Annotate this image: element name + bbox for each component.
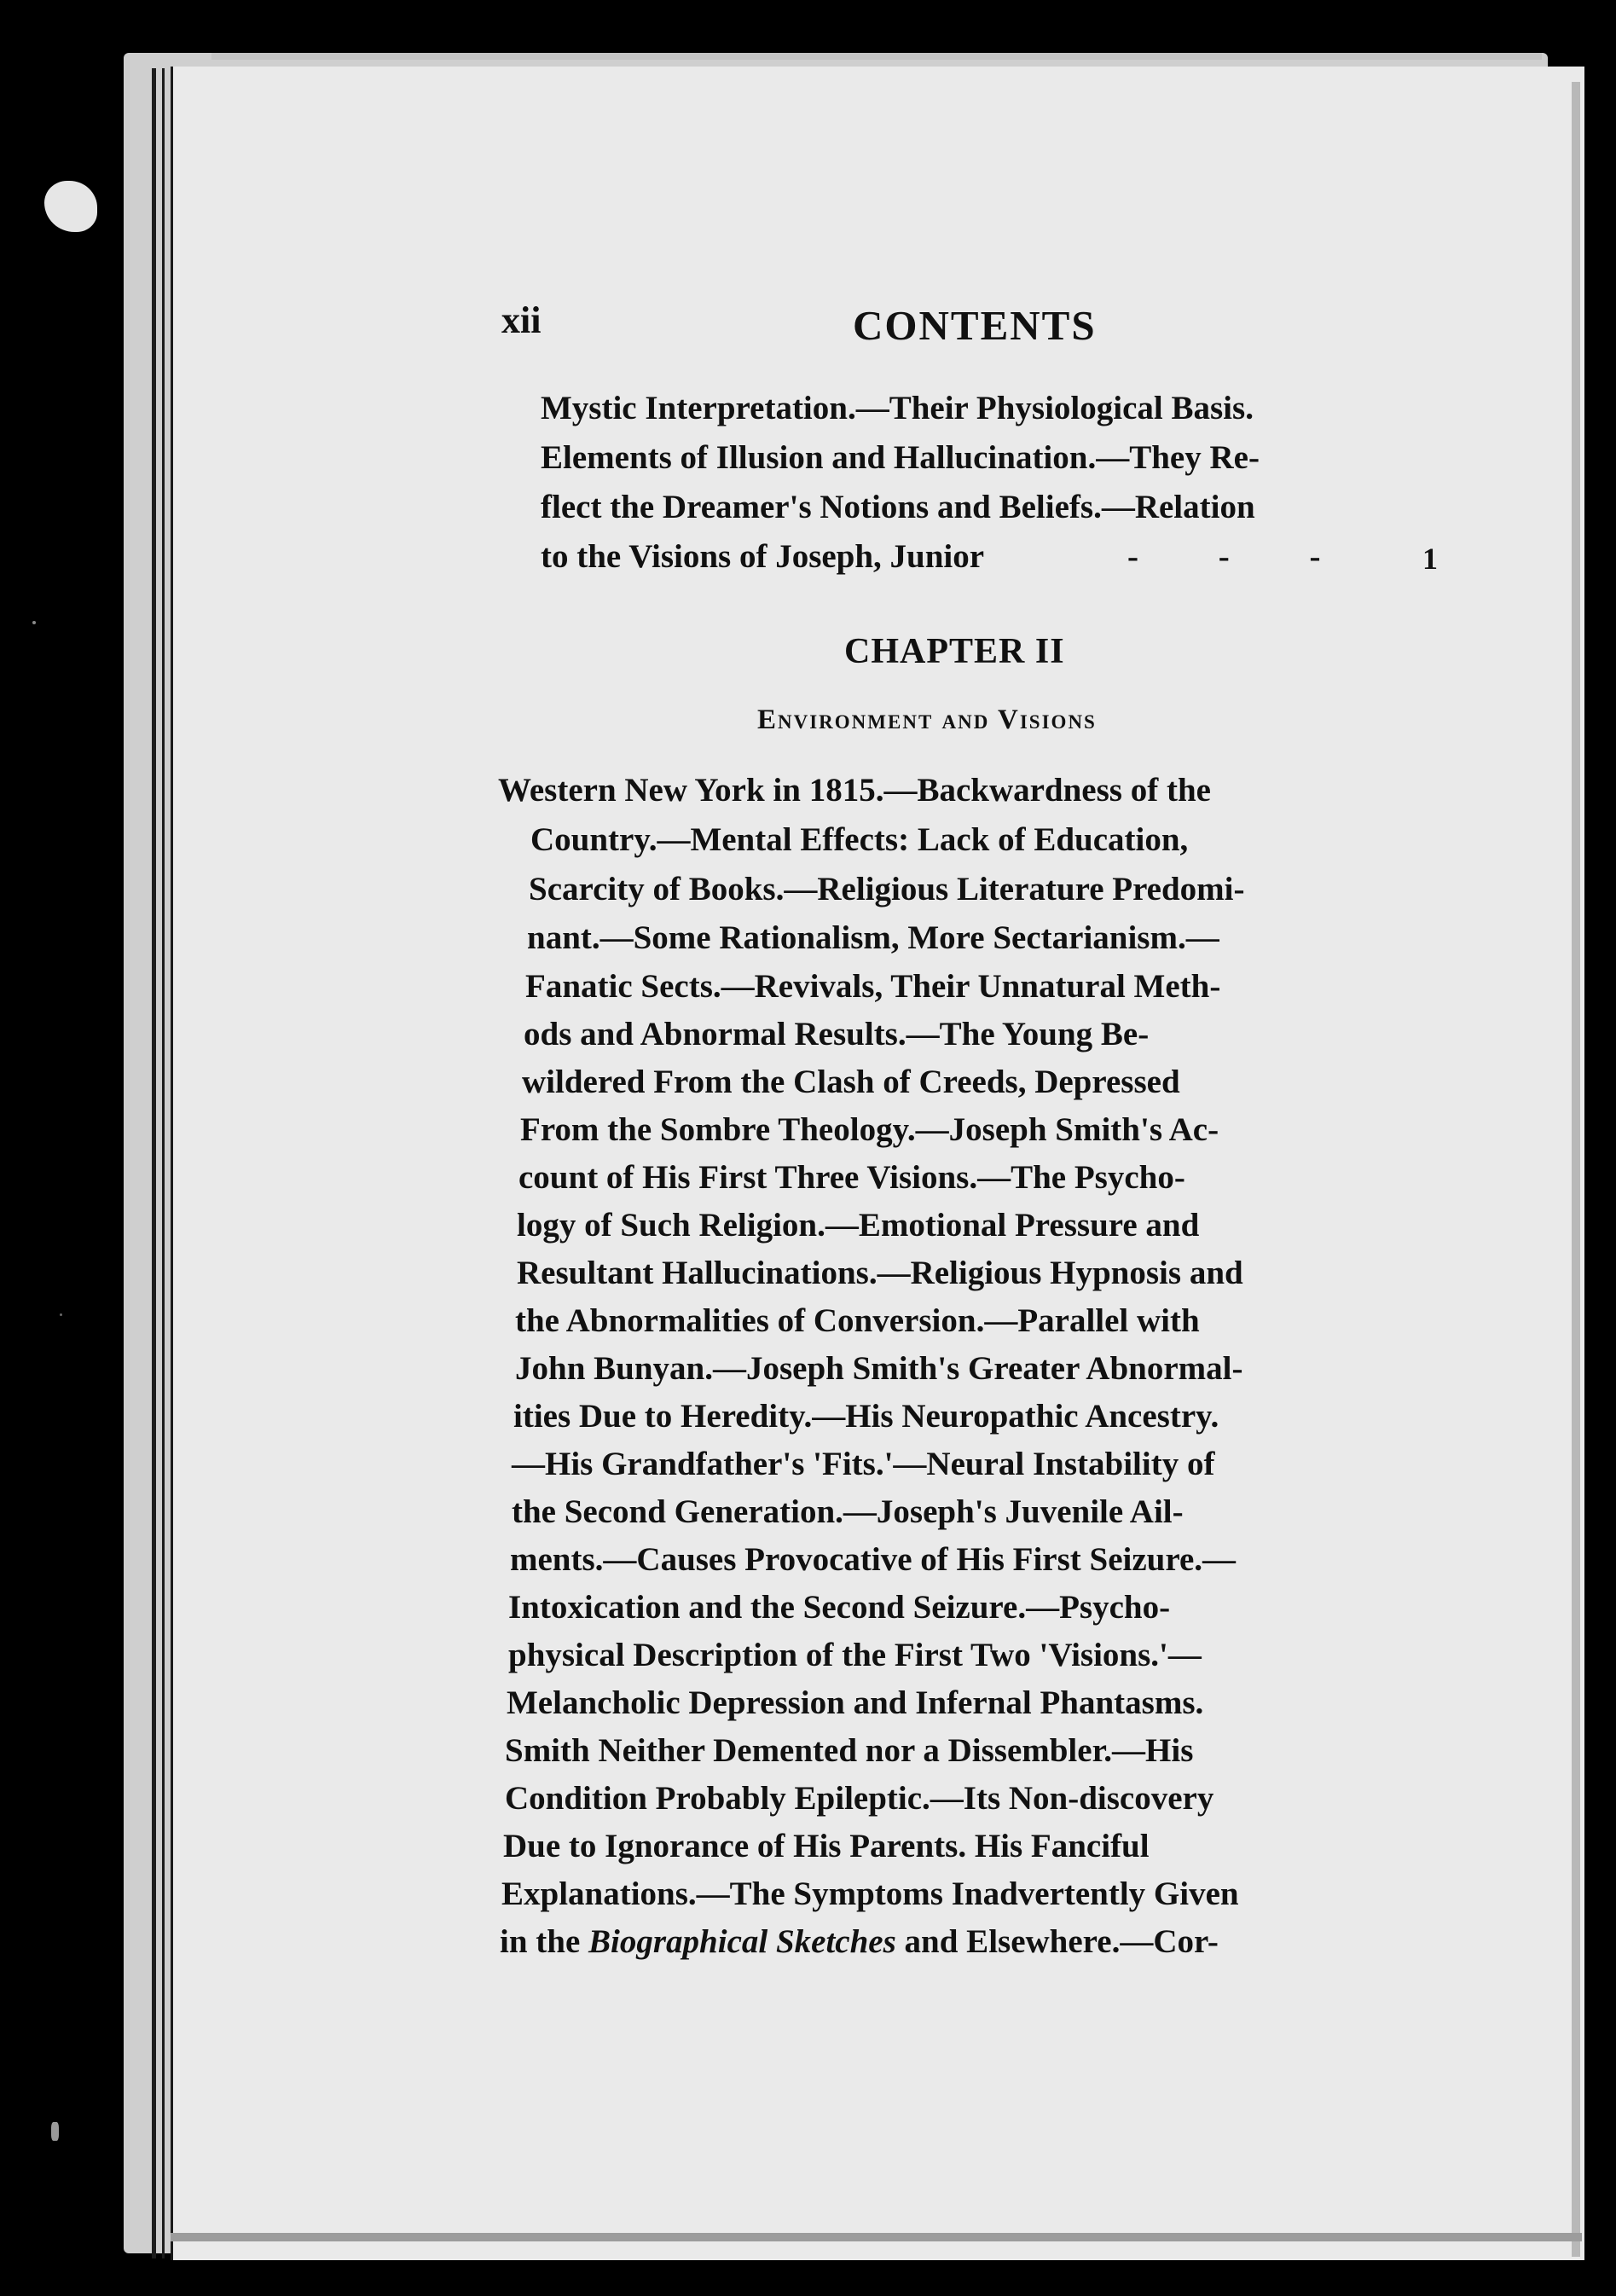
page-right-edge: [1572, 82, 1580, 2257]
page-bottom-edge: [171, 2233, 1582, 2241]
contents-line: From the Sombre Theology.—Joseph Smith's Ac-: [520, 1111, 1219, 1148]
page-spine-line: [162, 68, 165, 2258]
contents-line: Resultant Hallucinations.—Religious Hypnosis and: [517, 1255, 1243, 1291]
line-text: in the: [500, 1923, 589, 1960]
contents-line: Mystic Interpretation.—Their Physiological Basis.: [541, 390, 1254, 426]
contents-line: logy of Such Religion.—Emotional Pressure and: [517, 1207, 1200, 1244]
contents-line: flect the Dreamer's Notions and Beliefs.—Relation: [541, 489, 1255, 525]
scan-artifact-dot: [32, 621, 36, 624]
contents-line: the Second Generation.—Joseph's Juvenile Ail-: [512, 1493, 1184, 1530]
contents-line: Fanatic Sects.—Revivals, Their Unnatural Meth-: [525, 968, 1221, 1005]
leader-dots: - - -: [1127, 538, 1357, 575]
page-spine-line: [152, 68, 156, 2258]
scan-artifact-mark: [51, 2122, 59, 2141]
page-number: xii: [501, 299, 542, 341]
contents-line: Scarcity of Books.—Religious Literature Predomi-: [529, 871, 1245, 907]
page-top-edge: [211, 53, 1542, 60]
page-reference: 1: [1422, 542, 1438, 576]
contents-line: ments.—Causes Provocative of His First Seizure.—: [510, 1541, 1237, 1578]
scan-artifact-blot: [44, 181, 97, 232]
contents-line: Due to Ignorance of His Parents. His Fanciful: [503, 1828, 1150, 1864]
contents-line: Condition Probably Epileptic.—Its Non-discovery: [505, 1780, 1214, 1817]
contents-line: Smith Neither Demented nor a Dissembler.—His: [505, 1732, 1194, 1769]
contents-line: ities Due to Heredity.—His Neuropathic Ancestry.: [513, 1398, 1219, 1435]
contents-line: wildered From the Clash of Creeds, Depressed: [522, 1064, 1180, 1100]
contents-line: John Bunyan.—Joseph Smith's Greater Abnormal-: [515, 1350, 1243, 1387]
contents-line: [500, 1919, 1219, 1965]
book-title-italic: Biographical Sketches: [588, 1923, 896, 1960]
contents-line: physical Description of the First Two 'Visions.'—: [508, 1637, 1202, 1673]
contents-line: to the Visions of Joseph, Junior: [541, 538, 985, 575]
scan-artifact-dot: [60, 1313, 62, 1316]
contents-line: Country.—Mental Effects: Lack of Education,: [530, 821, 1189, 858]
contents-line: Intoxication and the Second Seizure.—Psycho-: [508, 1589, 1171, 1626]
contents-line: —His Grandfather's 'Fits.'—Neural Instability of: [512, 1446, 1215, 1482]
contents-line: Melancholic Depression and Infernal Phantasms.: [507, 1684, 1204, 1721]
chapter-subtitle: Environment and Visions: [757, 704, 1097, 735]
contents-line: Elements of Illusion and Hallucination.—They Re-: [541, 439, 1260, 476]
contents-line: count of His First Three Visions.—The Psycho-: [518, 1159, 1185, 1196]
page-title: CONTENTS: [853, 302, 1097, 349]
contents-line: Explanations.—The Symptoms Inadvertently Given: [501, 1876, 1239, 1912]
contents-line: the Abnormalities of Conversion.—Parallel with: [515, 1302, 1200, 1339]
line-text: and Elsewhere.—Cor-: [895, 1923, 1219, 1960]
contents-line: ods and Abnormal Results.—The Young Be-: [524, 1016, 1150, 1052]
contents-line: nant.—Some Rationalism, More Sectarianism.—: [527, 919, 1219, 956]
contents-line: Western New York in 1815.—Backwardness of the: [498, 772, 1211, 809]
chapter-heading: CHAPTER II: [844, 632, 1065, 671]
